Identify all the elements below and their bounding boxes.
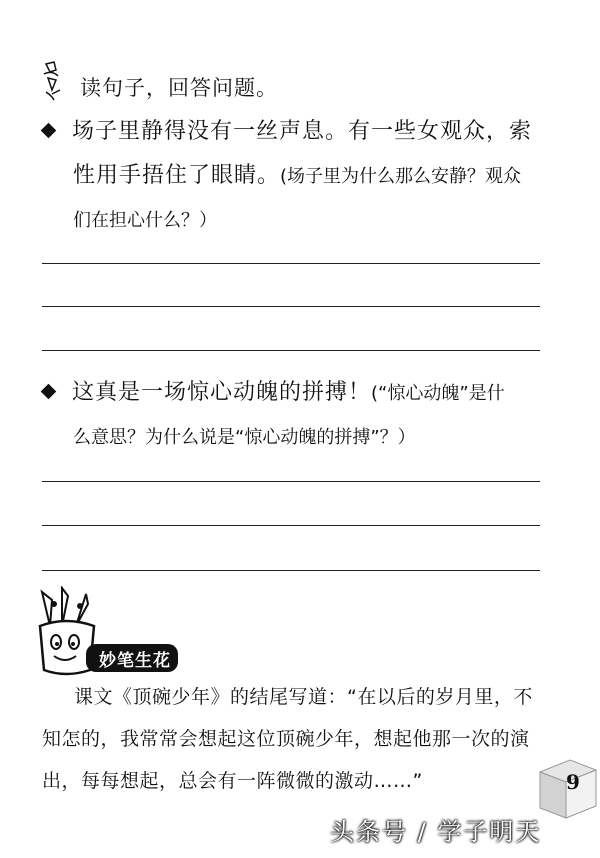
question-2-line-1: 这真是一场惊心动魄的拼搏！(“惊心动魄”是什 — [40, 375, 505, 412]
answer-line[interactable] — [42, 481, 540, 482]
paragraph-line-2: 知怎的，我常常会想起这位顶碗少年，想起他那一次的演 — [42, 728, 530, 750]
diamond-bullet-icon — [41, 384, 57, 400]
question-1-line-3: 们在担心什么？） — [73, 210, 217, 231]
paragraph-line-1: 课文《顶碗少年》的结尾写道：“在以后的岁月里，不 — [74, 686, 533, 708]
page-number: 9 — [566, 770, 580, 794]
question-1-line-2: 性用手捂住了眼睛。(场子里为什么那么安静？观众 — [73, 163, 522, 188]
answer-line[interactable] — [42, 306, 540, 307]
question-2 — [40, 375, 560, 455]
pencil-icon — [40, 60, 66, 104]
answer-line[interactable] — [42, 350, 540, 351]
answer-line[interactable] — [42, 525, 540, 526]
question-2-line-2: 么意思？为什么说是“惊心动魄的拼搏”？） — [73, 427, 416, 448]
question-1-line-1: 场子里静得没有一丝声息。有一些女观众，索 — [40, 114, 532, 150]
watermark: 头条号 / 学子明天 — [330, 818, 542, 846]
answer-line[interactable] — [42, 263, 540, 264]
question-1 — [40, 114, 560, 231]
diamond-bullet-icon — [41, 123, 57, 139]
section-heading: 读句子，回答问题。 — [80, 76, 278, 100]
paragraph-line-3: 出，每每想起，总会有一阵微微的激动……” — [42, 770, 423, 792]
answer-line[interactable] — [42, 570, 540, 571]
writing-section-title: 妙笔生花 — [99, 651, 171, 671]
